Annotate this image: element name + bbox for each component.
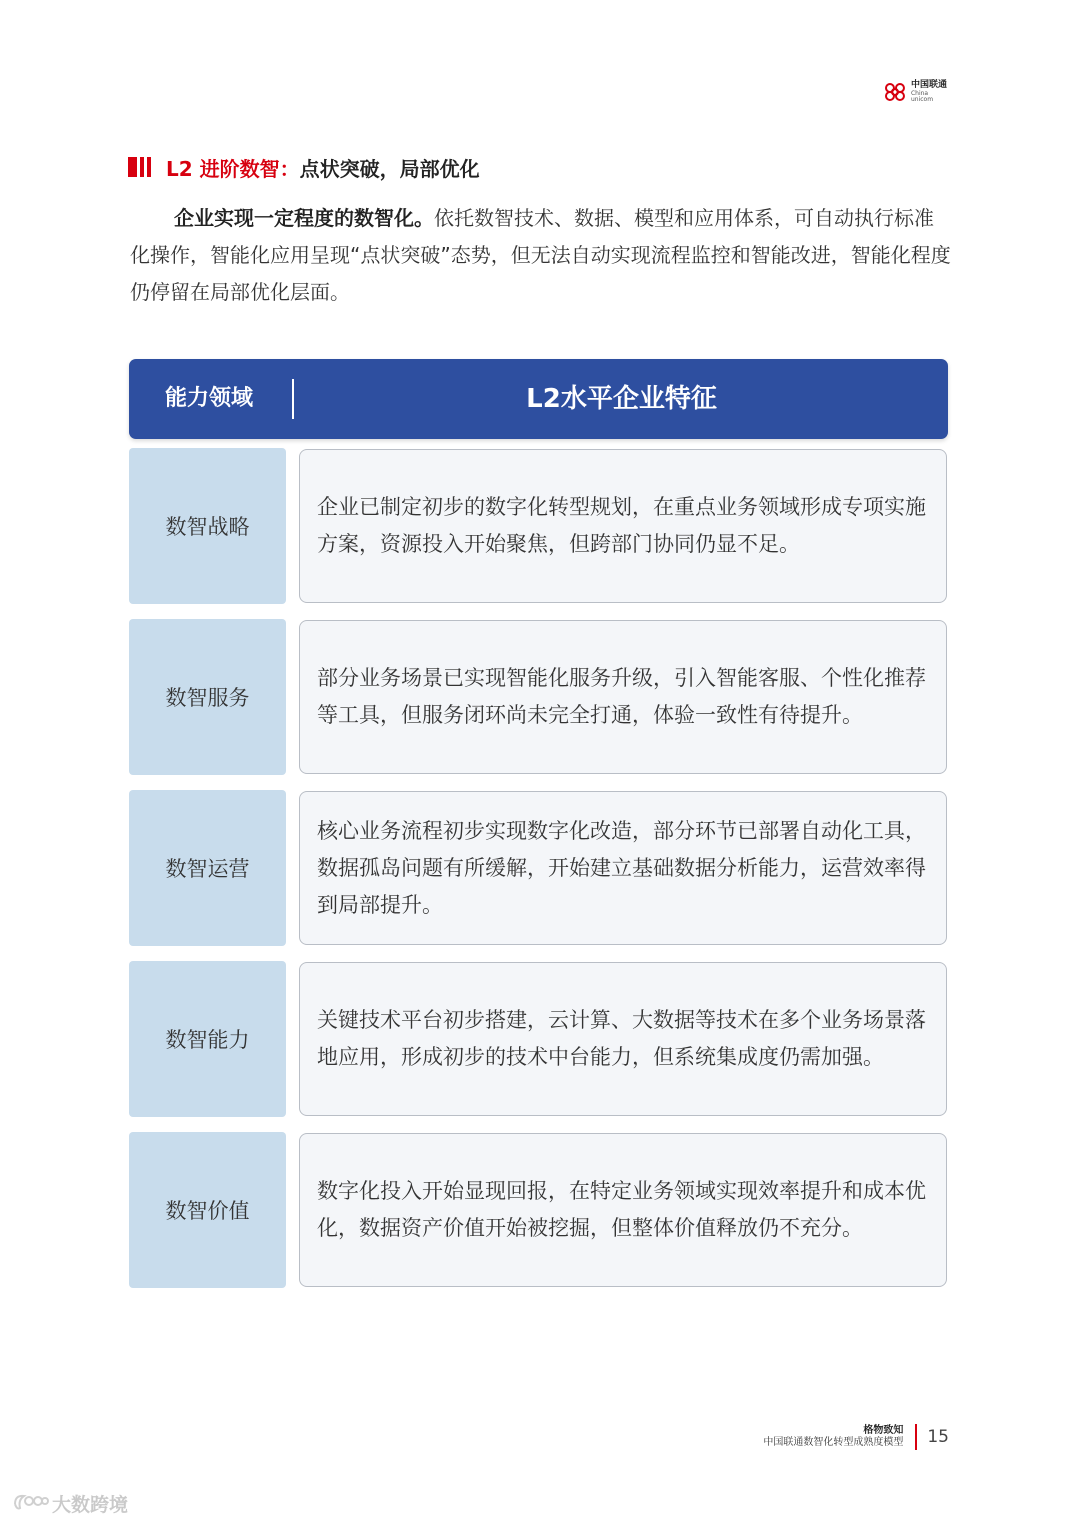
intro-paragraph xyxy=(130,200,952,311)
logo-en-text: China unicom xyxy=(910,90,934,103)
header-capability-area: 能力领域 xyxy=(164,386,253,411)
row-desc-value xyxy=(299,1133,947,1287)
row-desc-operation xyxy=(299,791,947,945)
section-title-main: 点状突破，局部优化 xyxy=(299,156,480,181)
row-label-value: 数智价值 xyxy=(129,1132,286,1288)
section-title-prefix: L2 进阶数智： xyxy=(166,156,300,181)
intro-body: 依托数智技术、数据、模型和应用体系，可自动执行标准化操作，智能化应用呈现“点状突破”态势，但无法自动实现流程监控和智能改进，智能化程度仍停留在局部优化层面。 xyxy=(130,206,951,304)
row-desc-text: 部分业务场景已实现智能化服务升级，引入智能客服、个性化推荐等工具，但服务闭环尚未完全打通，体验一致性有待提升。 xyxy=(317,666,926,727)
header-l2-features: L2水平企业特征 xyxy=(526,384,717,414)
row-desc-service xyxy=(299,620,947,774)
row-desc-text: 核心业务流程初步实现数字化改造，部分环节已部署自动化工具，数据孤岛问题有所缓解，开始建立基础数据分析能力，运营效率得到局部提升。 xyxy=(317,818,926,917)
row-desc-text: 企业已制定初步的数字化转型规划，在重点业务领域形成专项实施方案，资源投入开始聚焦，但跨部门协同仍显不足。 xyxy=(317,495,926,556)
header-divider xyxy=(292,379,294,419)
row-desc-text: 关键技术平台初步搭建，云计算、大数据等技术在多个业务场景落地应用，形成初步的技术中台能力，但系统集成度仍需加强。 xyxy=(317,1008,926,1069)
intro-lead: 企业实现一定程度的数智化。 xyxy=(174,206,434,230)
china-unicom-logo xyxy=(882,80,952,104)
table-header xyxy=(129,359,948,439)
footer-report-title: 中国联通数智化转型成熟度模型 xyxy=(763,1437,904,1448)
logo-cn-text: 中国联通 xyxy=(910,80,947,90)
row-desc-strategy xyxy=(299,449,947,603)
footer-motto: 格物致知 xyxy=(863,1425,904,1436)
row-label-service: 数智服务 xyxy=(129,619,286,775)
section-title xyxy=(128,152,480,182)
footer-divider xyxy=(915,1424,917,1450)
watermark-logo-icon xyxy=(12,1492,50,1516)
row-label-operation: 数智运营 xyxy=(129,790,286,946)
watermark xyxy=(12,1490,128,1517)
unicom-knot-icon xyxy=(882,81,908,103)
section-marker-icon xyxy=(128,157,154,177)
row-desc-text: 数字化投入开始显现回报，在特定业务领域实现效率提升和成本优化，数据资产价值开始被挖掘，但整体价值释放仍不充分。 xyxy=(317,1179,926,1240)
row-label-capability: 数智能力 xyxy=(129,961,286,1117)
row-label-strategy: 数智战略 xyxy=(129,448,286,604)
page-number: 15 xyxy=(927,1427,949,1447)
watermark-text: 大数跨境 xyxy=(52,1494,129,1516)
page-footer xyxy=(763,1422,949,1452)
row-desc-capability xyxy=(299,962,947,1116)
